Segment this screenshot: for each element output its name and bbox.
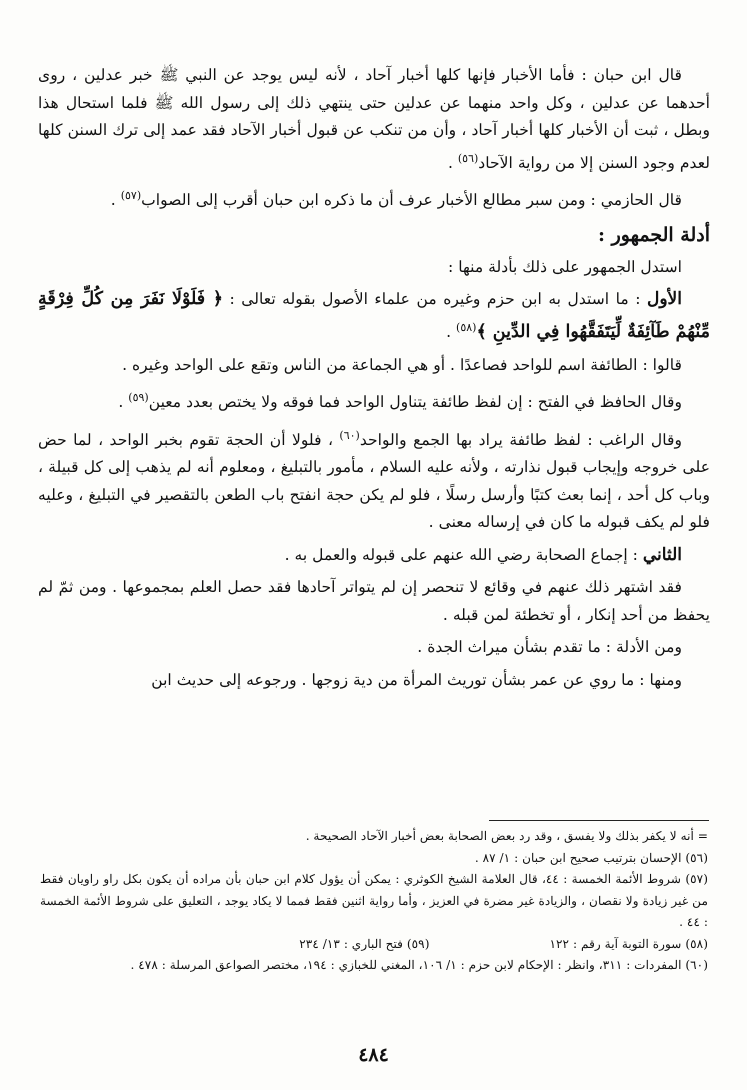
footnote-57: (٥٧) شروط الأئمة الخمسة : ٤٤، قال العلامة الشيخ الكوثري : يمكن أن يؤول كلام ابن حبان بأن مراده أن يكون بكل راو راويان فقط من غير زيادة ولا نقصان ، والزيادة غير مضرة في العزيز ، وأما رواية اثنين فقط فمما لا يكاد يوجد ، التعليق على شروط الأئمة الخمسة : ٤٤ . — [40, 872, 708, 929]
main-text — [38, 62, 710, 699]
paragraph-consensus: فقد اشتهر ذلك عنهم في وقائع لا تنحصر إن لم يتواتر آحادها فقد حصل العلم بمجموعها . ومن ثمّ لم يحفظ من أحد إنكار ، أو تخطئة لمن قبله . — [38, 578, 710, 624]
footnote-ref-56[interactable]: (٥٦) — [457, 151, 479, 165]
footnote-ref-58[interactable]: (٥٨) — [456, 320, 477, 334]
paragraph-intro: استدل الجمهور على ذلك بأدلة منها : — [448, 257, 682, 276]
footnote-58: (٥٨) سورة التوبة آية رقم : ١٢٢ — [549, 936, 708, 951]
footnote-continuation: = أنه لا يكفر بذلك ولا يفسق ، وقد رد بعض الصحابة بعض أخبار الآحاد الصحيحة . — [305, 829, 708, 843]
footnote-divider — [489, 820, 709, 821]
paragraph-raghib: وقال الراغب : لفظ طائفة يراد بها الجمع والواحد$^{(٦٠)}$ ، فلولا أن الحجة تقوم بخبر الواحد ، لما حض على خروجه وإيجاب قبول نذارته ، ولأنه عليه السلام ، مأمور بالتبليغ ، ومعلوم أنه لم يذهب إلى كل قبيلة ، وباب كل أحد ، إنما بعث كتبًا وأرسل رسلًا ، فلو لم يكن حجة انفتح باب الطعن بالتقصير في التبليغ ، وعليه فلو لم يكف قبوله ما كان في إرساله معنى . — [38, 428, 710, 532]
paragraph-grandmother: ومن الأدلة : ما تقدم بشأن ميراث الجدة . — [417, 638, 682, 657]
section-heading: أدلة الجمهور : — [597, 223, 710, 246]
footnote-60: (٦٠) المفردات : ٣١١، وانظر : الإحكام لابن حزم : ١/ ١٠٦، المغني للخبازي : ١٩٤، مختصر الصواعق المرسلة : ٤٧٨ . — [130, 958, 708, 972]
paragraph-second-evidence: الثاني : إجماع الصحابة رضي الله عنهم على قبوله والعمل به . — [284, 544, 682, 565]
footnotes — [40, 826, 708, 977]
footnote-59: (٥٩) فتح الباري : ١٣/ ٢٣٤ — [299, 936, 430, 951]
paragraph-taifa: قالوا : الطائفة اسم للواحد فصاعدًا . أو هي الجماعة من الناس وتقع على الواحد وغيره . — [122, 355, 682, 374]
footnote-row-58-59 — [40, 934, 708, 956]
footnote-ref-57[interactable]: (٥٧) — [120, 189, 142, 203]
quran-verse: ﴿ فَلَوْلَا نَفَرَ مِن كُلِّ فِرْقَةٍ مِّنْهُمْ طَآئِفَةٌ لِّيَتَفَقَّهُوا فِي الدِّينِ ﴾ — [38, 289, 710, 343]
paragraph-ibn-hibban: قال ابن حبان : فأما الأخبار فإنها كلها أخبار آحاد ، لأنه ليس يوجد عن النبي ﷺ خبر عدلين ، روى أحدهما عن عدلين ، وكل واحد منهما عن عدلين حتى ينتهي ذلك إلى رسول الله ﷺ فلما استحال هذا وبطل ، ثبت أن الأخبار كلها أخبار آحاد ، وأن من تنكب عن قبول أخبار الآحاد فقد عمد إلى ترك السنن كلها لعدم وجود السنن إلا من رواية الآحاد$^{(٥٦)}$ . — [38, 66, 710, 172]
paragraph-first-evidence: الأول : ما استدل به ابن حزم وغيره من علماء الأصول بقوله تعالى : ﴿ فَلَوْلَا نَفَرَ مِن كُلِّ فِرْقَةٍ مِّنْهُمْ طَآئِفَةٌ لِّيَتَفَقَّهُوا فِي الدِّينِ ﴾$^{(٥٨)}$ . — [38, 289, 710, 343]
paragraph-umar: ومنها : ما روي عن عمر بشأن توريث المرأة من دية زوجها . ورجوعه إلى حديث ابن — [151, 670, 682, 689]
first-label: الأول — [647, 289, 682, 310]
second-label: الثاني — [642, 544, 682, 565]
footnote-56: (٥٦) الإحسان بترتيب صحيح ابن حبان : ١/ ٨٧ . — [474, 850, 708, 865]
footnote-ref-59[interactable]: (٥٩) — [128, 391, 149, 405]
page-number: ٤٨٤ — [358, 1044, 389, 1066]
paragraph-hafiz: وقال الحافظ في الفتح : إن لفظ طائفة يتناول الواحد فما فوقه ولا يختص بعدد معين$^{(٥٩)}$ . — [118, 391, 682, 412]
paragraph-hazimi: قال الحازمي : ومن سبر مطالع الأخبار عرف أن ما ذكره ابن حبان أقرب إلى الصواب$^{(٥٧)}$ . — [110, 189, 682, 210]
footnote-ref-60[interactable]: (٦٠) — [339, 428, 360, 442]
